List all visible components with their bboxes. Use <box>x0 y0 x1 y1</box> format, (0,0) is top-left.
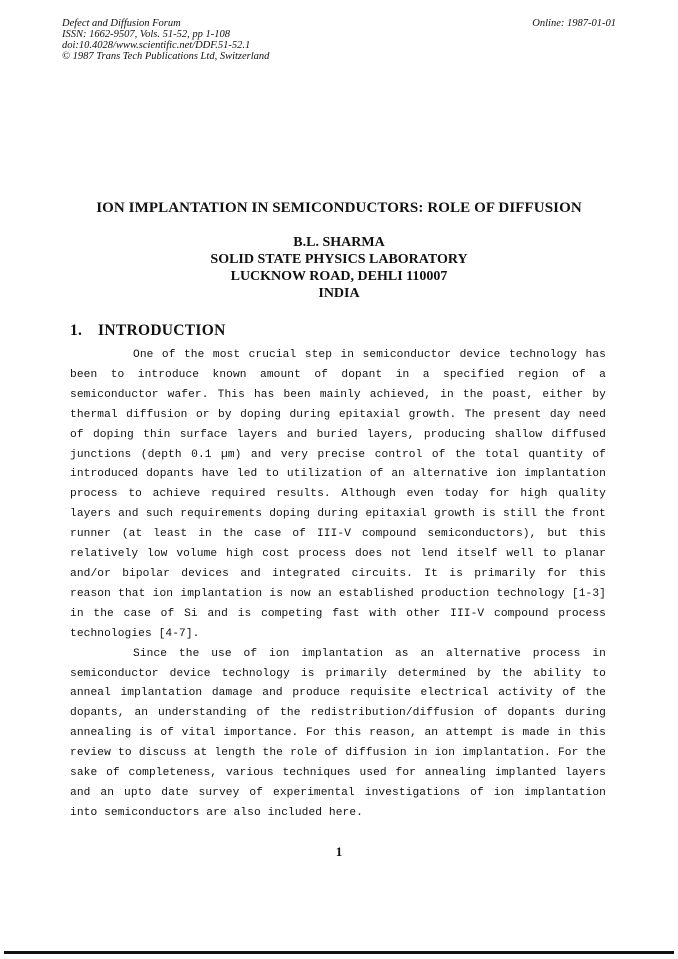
section-number: 1. <box>70 322 83 339</box>
paragraph-2: Since the use of ion implantation as an alternative process in semiconductor device technology is primarily determined by the ability to anneal implantation damage and produce requisite electrical activity of the dopants, an understanding of the redistribution/diffusion of dopants during annealing is of vital importance. For this reason, an attempt is made in this review to discuss at length the role of diffusion in ion implantation. For the sake of completeness, various techniques used for annealing implanted layers and an upto date survey of experimental investigations of ion implantation into semiconductors are also included here. <box>70 647 606 819</box>
paragraph-1: One of the most crucial step in semiconductor device technology has been to introduce known amount of dopant in a specified region of a semiconductor wafer. This has been mainly achieved, in the poast, either by thermal diffusion or by doping during epitaxial growth. The present day need of doping thin surface layers and buried layers, producing shallow diffused junctions (depth 0.1 µm) and very precise control of the total quantity of introduced dopants have led to utilization of an alternative ion implantation process to achieve required results. Although even today for high quality layers and such requirements doping during epitaxial growth is still the front runner (at least in the case of III-V compound semiconductors), but this relatively low volume high cost process does not lend itself well to planar and/or bipolar devices and integrated circuits. It is primarily for this reason that ion implantation is now an established production technology [1-3] in the case of Si and is competing fast with other III-V compound process technologies [4-7]. <box>70 349 606 640</box>
body-text <box>70 346 606 824</box>
paper-title: ION IMPLANTATION IN SEMICONDUCTORS: ROLE OF DIFFUSION <box>96 200 582 216</box>
online-date: Online: 1987-01-01 <box>532 18 616 29</box>
doi-line: doi:10.4028/www.scientific.net/DDF.51-52.1 <box>62 40 251 51</box>
author-block <box>0 234 678 302</box>
journal-name: Defect and Diffusion Forum <box>62 18 181 29</box>
section-heading <box>70 322 226 340</box>
author-country: INDIA <box>318 286 360 301</box>
section-title: INTRODUCTION <box>98 322 226 339</box>
author-affiliation: SOLID STATE PHYSICS LABORATORY <box>210 252 468 267</box>
copyright-line: © 1987 Trans Tech Publications Ltd, Switzerland <box>62 51 270 62</box>
issn-line: ISSN: 1662-9507, Vols. 51-52, pp 1-108 <box>62 29 230 40</box>
page-number: 1 <box>335 844 343 859</box>
author-address: LUCKNOW ROAD, DEHLI 110007 <box>230 269 448 284</box>
bottom-rule <box>4 951 674 954</box>
page-header <box>62 18 616 70</box>
author-name: B.L. SHARMA <box>293 235 385 250</box>
